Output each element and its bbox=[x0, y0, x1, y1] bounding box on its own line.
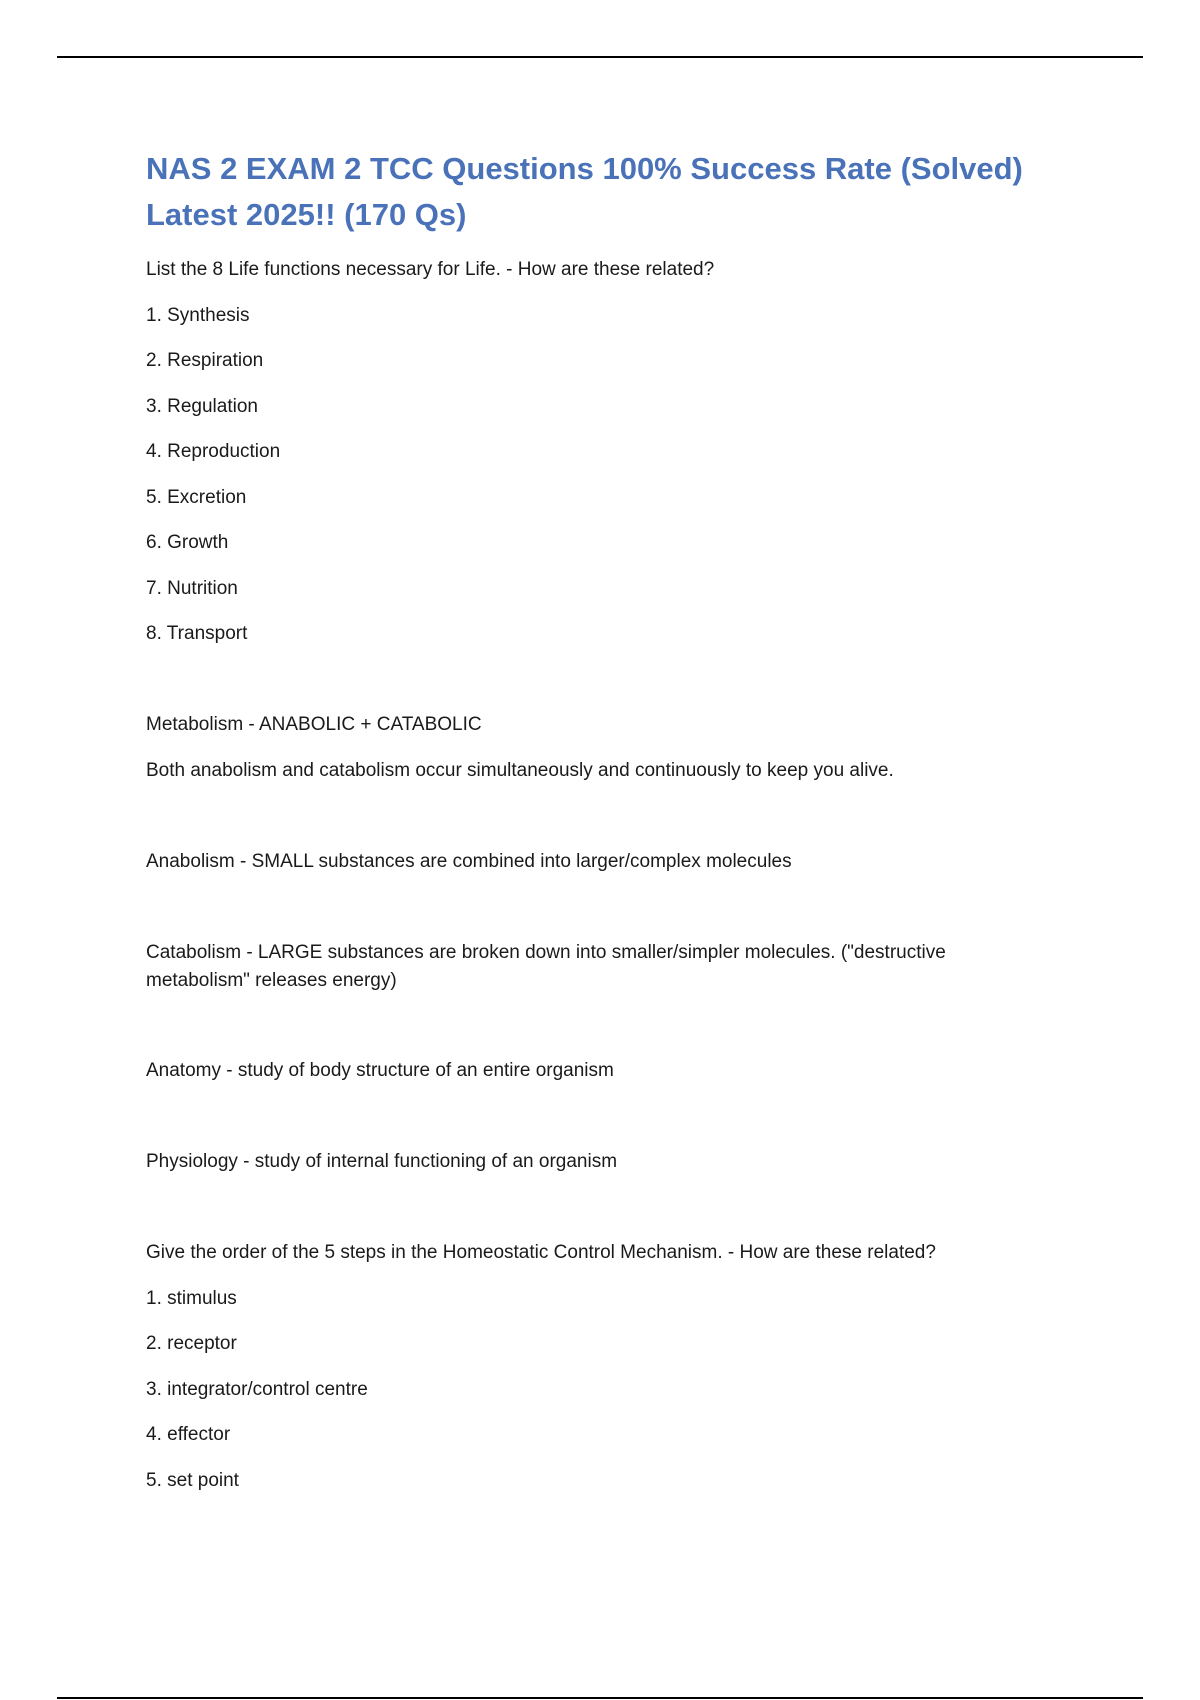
q7-answer-2: 2. receptor bbox=[146, 1333, 237, 1354]
title-line-1: NAS 2 EXAM 2 TCC Questions 100% Success Rate (Solved) bbox=[146, 151, 1023, 186]
q2-answer: Both anabolism and catabolism occur simultaneously and continuously to keep you alive. bbox=[146, 760, 894, 781]
q1-answer-2: 2. Respiration bbox=[146, 350, 264, 371]
q1-answer-5: 5. Excretion bbox=[146, 487, 247, 508]
q4-question-line-2: metabolism" releases energy) bbox=[146, 970, 397, 991]
q1-question: List the 8 Life functions necessary for Life. - How are these related? bbox=[146, 259, 715, 280]
q2-question: Metabolism - ANABOLIC + CATABOLIC bbox=[146, 714, 482, 735]
title-line-2: Latest 2025!! (170 Qs) bbox=[146, 197, 467, 232]
q6-question: Physiology - study of internal functioning of an organism bbox=[146, 1151, 618, 1172]
footer-rule bbox=[57, 1697, 1143, 1699]
q7-question: Give the order of the 5 steps in the Homeostatic Control Mechanism. - How are these related? bbox=[146, 1242, 936, 1263]
q1-answer-1: 1. Synthesis bbox=[146, 305, 250, 326]
document-title bbox=[146, 146, 1046, 238]
q1-answer-6: 6. Growth bbox=[146, 532, 229, 553]
q7-answer-5: 5. set point bbox=[146, 1470, 239, 1491]
q4-question-line-1: Catabolism - LARGE substances are broken down into smaller/simpler molecules. ("destructive bbox=[146, 942, 946, 963]
q3-question: Anabolism - SMALL substances are combined into larger/complex molecules bbox=[146, 851, 792, 872]
q7-answer-1: 1. stimulus bbox=[146, 1288, 237, 1309]
q1-answer-3: 3. Regulation bbox=[146, 396, 258, 417]
document-body bbox=[146, 146, 1046, 252]
q5-question: Anatomy - study of body structure of an entire organism bbox=[146, 1060, 614, 1081]
q7-answer-3: 3. integrator/control centre bbox=[146, 1379, 368, 1400]
header-rule bbox=[57, 56, 1143, 58]
q1-answer-8: 8. Transport bbox=[146, 623, 248, 644]
q7-answer-4: 4. effector bbox=[146, 1424, 231, 1445]
q1-answer-7: 7. Nutrition bbox=[146, 578, 238, 599]
q1-answer-4: 4. Reproduction bbox=[146, 441, 281, 462]
